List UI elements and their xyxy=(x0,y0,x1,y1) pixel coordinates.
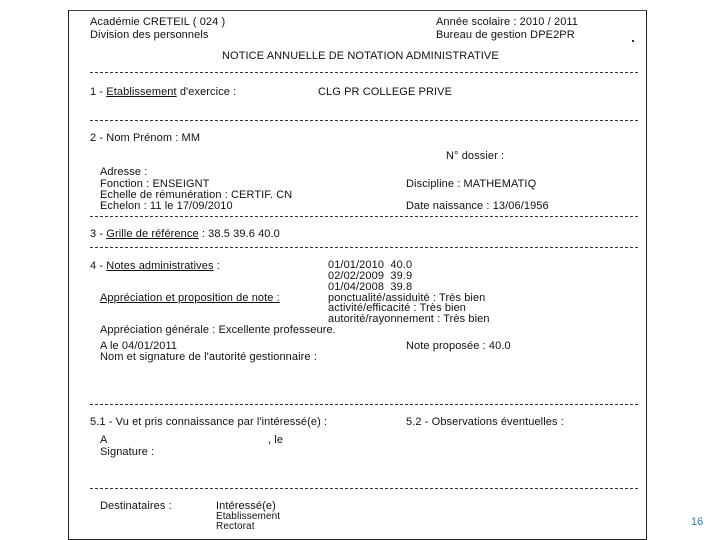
critere-ponctualite: ponctualité/assiduité : Très bien xyxy=(328,292,486,304)
scan-speck xyxy=(632,40,634,42)
appreciation-label: Appréciation et proposition de note : xyxy=(100,292,280,304)
vu-pris-connaissance: 5.1 - Vu et pris connaissance par l'intéressé(e) : xyxy=(90,416,328,428)
critere-activite: activité/efficacité : Très bien xyxy=(328,302,467,314)
annee-scolaire: Année scolaire : 2010 / 2011 xyxy=(436,16,579,28)
destinataire-item: Rectorat xyxy=(216,521,255,532)
separator-line xyxy=(90,488,638,489)
separator-line xyxy=(90,216,638,217)
date-le: , le xyxy=(268,434,284,446)
critere-autorite: autorité/rayonnement : Très bien xyxy=(328,313,490,325)
nom-prenom: 2 - Nom Prénom : MM xyxy=(90,132,201,144)
separator-line xyxy=(90,120,638,121)
observations-eventuelles: 5.2 - Observations éventuelles : xyxy=(406,416,564,428)
document-title: NOTICE ANNUELLE DE NOTATION ADMINISTRATIVE xyxy=(222,50,499,62)
division-label: Division des personnels xyxy=(90,29,209,41)
appreciation-generale: Appréciation générale : Excellente professeure. xyxy=(100,324,336,336)
notes-label: Notes administratives xyxy=(106,260,214,272)
grille-reference: 3 - Grille de référence : 38.5 39.6 40.0 xyxy=(90,228,280,240)
separator-line xyxy=(90,247,638,248)
slide-number: 16 xyxy=(691,516,704,528)
etablissement-label: Etablissement xyxy=(106,86,177,98)
destinataires-label: Destinataires : xyxy=(100,500,172,512)
grille-label: Grille de référence xyxy=(106,228,199,240)
note-proposee: Note proposée : 40.0 xyxy=(406,340,511,352)
adresse: Adresse : xyxy=(100,166,148,178)
fonction: Fonction : ENSEIGNT xyxy=(100,178,210,190)
echelon: Echelon : 11 le 17/09/2010 xyxy=(100,200,233,212)
numero-dossier: N° dossier : xyxy=(446,150,505,162)
destinataire-item: Etablissement xyxy=(216,511,281,522)
echelle-remuneration: Echelle de rémunération : CERTIF. CN xyxy=(100,189,293,201)
note-row: 01/04/2008 39.8 xyxy=(328,281,413,293)
lieu-date: A le 04/01/2011 xyxy=(100,340,178,352)
notes-administratives: 4 - Notes administratives : xyxy=(90,260,220,272)
lieu-a: A xyxy=(100,434,108,446)
etablissement-value: CLG PR COLLEGE PRIVE xyxy=(318,86,453,98)
academie-label: Académie CRETEIL ( 024 ) xyxy=(90,16,226,28)
discipline: Discipline : MATHEMATIQ xyxy=(406,178,537,190)
bureau-gestion: Bureau de gestion DPE2PR xyxy=(436,29,575,41)
note-row: 02/02/2009 39.9 xyxy=(328,270,413,282)
signature-label: Signature : xyxy=(100,446,155,458)
date-naissance: Date naissance : 13/06/1956 xyxy=(406,200,549,212)
separator-line xyxy=(90,72,638,73)
nom-signature-autorite: Nom et signature de l'autorité gestionnaire : xyxy=(100,351,317,363)
destinataire-item: Intéressé(e) xyxy=(216,500,276,512)
etablissement-row: 1 - Etablissement d'exercice : xyxy=(90,86,237,98)
note-row: 01/01/2010 40.0 xyxy=(328,259,413,271)
separator-line xyxy=(90,404,638,405)
